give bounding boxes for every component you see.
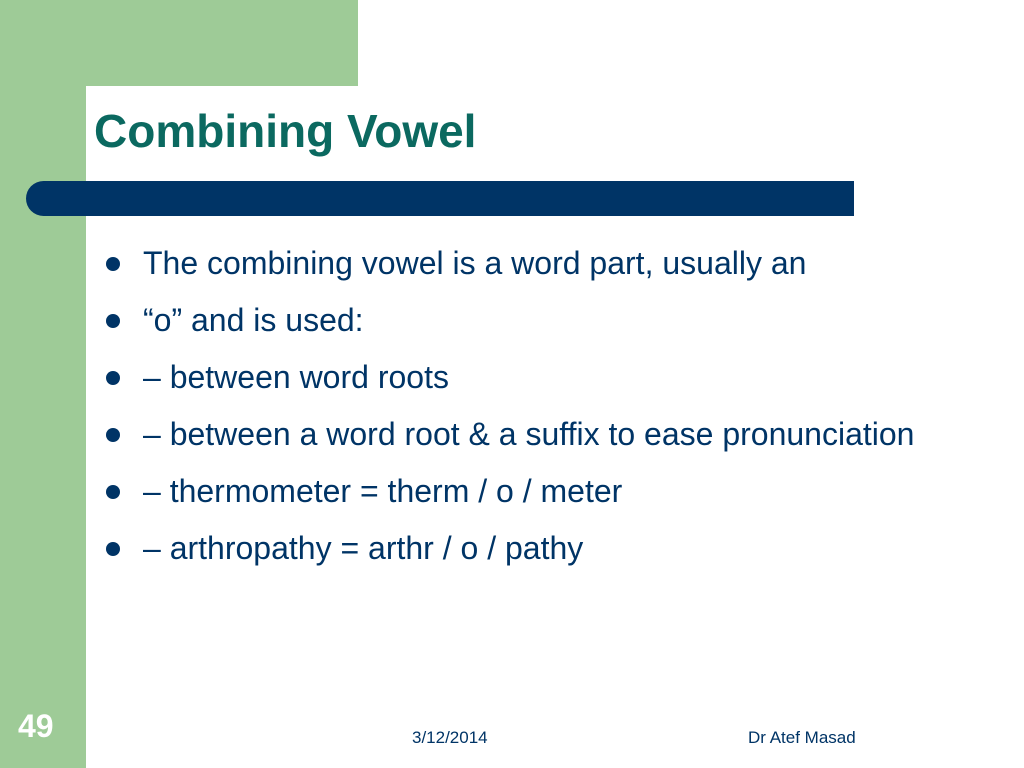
slide-title: Combining Vowel [94, 105, 477, 157]
bullet-text: – between word roots [143, 359, 449, 395]
bullet-item [106, 411, 926, 458]
bullet-text: – thermometer = therm / o / meter [143, 473, 623, 509]
bullet-item [106, 468, 926, 515]
footer-date: 3/12/2014 [412, 728, 488, 747]
bullet-item [106, 297, 926, 344]
bullet-dot-icon [106, 485, 120, 499]
bullet-list [106, 240, 926, 582]
bullet-text: “o” and is used: [143, 302, 364, 338]
bullet-dot-icon [106, 314, 120, 328]
footer-author: Dr Atef Masad [748, 728, 856, 747]
bullet-dot-icon [106, 542, 120, 556]
bullet-dot-icon [106, 428, 120, 442]
bullet-item [106, 354, 926, 401]
bullet-item [106, 525, 926, 572]
bullet-text: The combining vowel is a word part, usually an [143, 245, 807, 281]
bullet-dot-icon [106, 371, 120, 385]
bullet-text: – between a word root & a suffix to ease pronunciation [143, 416, 915, 452]
bullet-dot-icon [106, 257, 120, 271]
bullet-text: – arthropathy = arthr / o / pathy [143, 530, 584, 566]
bullet-item [106, 240, 926, 287]
title-underline-bar [26, 181, 854, 216]
top-green-band [0, 0, 358, 86]
left-green-band [0, 0, 86, 768]
slide-number: 49 [18, 708, 54, 744]
